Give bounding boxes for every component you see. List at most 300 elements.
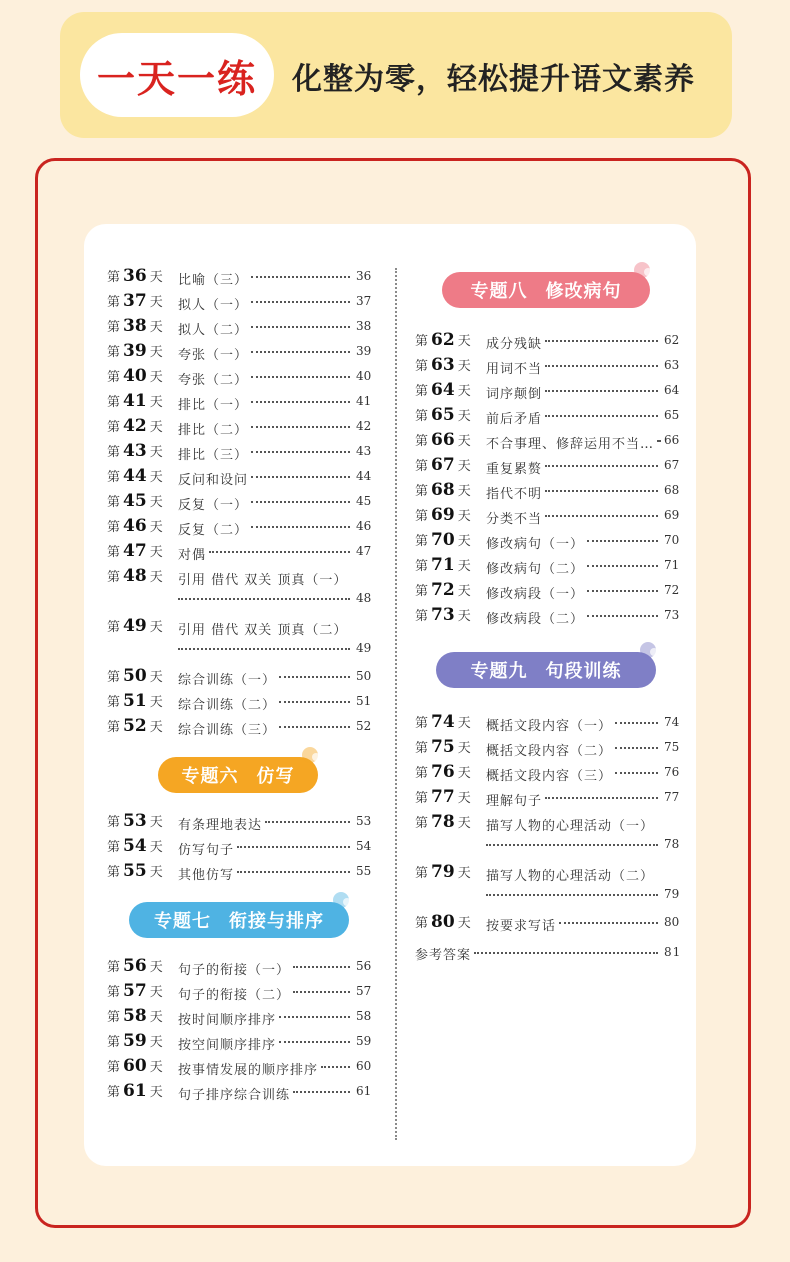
day-label xyxy=(107,1031,163,1051)
day-prefix: 第 xyxy=(415,609,429,624)
leader-dots xyxy=(237,846,350,848)
toc-entry-day-73[interactable] xyxy=(415,605,680,627)
toc-entry-day-67[interactable] xyxy=(415,455,680,477)
day-suffix: 天 xyxy=(149,960,163,975)
day-label xyxy=(107,516,163,536)
page-number: 50 xyxy=(356,669,372,683)
toc-entry-day-45[interactable] xyxy=(107,491,372,513)
day-label xyxy=(415,787,471,807)
toc-entry-day-69[interactable] xyxy=(415,505,680,527)
day-suffix: 天 xyxy=(149,1035,163,1050)
day-label xyxy=(107,366,163,386)
day-prefix: 第 xyxy=(415,866,429,881)
day-label xyxy=(415,912,471,932)
entry-title: 拟人（二） xyxy=(178,323,249,338)
day-number: 47 xyxy=(123,541,147,561)
day-prefix: 第 xyxy=(107,1060,121,1075)
day-prefix: 第 xyxy=(415,716,429,731)
entry-title: 引用 借代 双关 顶真（二） xyxy=(178,623,348,638)
toc-entry-day-55[interactable] xyxy=(107,861,372,883)
day-label xyxy=(415,555,471,575)
day-prefix: 第 xyxy=(107,815,121,830)
day-suffix: 天 xyxy=(149,720,163,735)
entry-title: 概括文段内容（一） xyxy=(486,719,613,734)
toc-entry-day-38[interactable] xyxy=(107,316,372,338)
toc-entry-day-72[interactable] xyxy=(415,580,680,602)
day-number: 48 xyxy=(123,566,147,586)
day-prefix: 第 xyxy=(415,409,429,424)
page-number: 56 xyxy=(356,959,372,973)
topic-header-t6 xyxy=(158,757,318,793)
page-number: 69 xyxy=(664,508,680,522)
leader-dots xyxy=(545,465,658,467)
header-banner xyxy=(60,12,732,138)
day-suffix: 天 xyxy=(149,495,163,510)
toc-entry-day-46[interactable] xyxy=(107,516,372,538)
leader-dots xyxy=(251,526,350,528)
day-label xyxy=(107,666,163,686)
page-number: 37 xyxy=(356,294,372,308)
page-number: 75 xyxy=(664,740,680,754)
day-suffix: 天 xyxy=(149,345,163,360)
day-number: 70 xyxy=(431,530,455,550)
entry-title: 描写人物的心理活动（一） xyxy=(486,819,655,834)
day-label xyxy=(107,861,163,881)
day-suffix: 天 xyxy=(149,865,163,880)
entry-title: 综合训练（二） xyxy=(178,698,277,713)
page-number: 48 xyxy=(356,591,372,605)
day-prefix: 第 xyxy=(415,559,429,574)
page-number: 53 xyxy=(356,814,372,828)
answers-title: 参考答案 xyxy=(415,948,472,963)
day-prefix: 第 xyxy=(107,270,121,285)
entry-title: 其他仿写 xyxy=(178,868,235,883)
leader-dots xyxy=(293,966,350,968)
day-prefix: 第 xyxy=(107,960,121,975)
banner-slogan: 化整为零，轻松提升语文素养 xyxy=(292,62,695,97)
page-number: 66 xyxy=(664,433,680,447)
entry-title: 夸张（二） xyxy=(178,373,249,388)
leader-dots xyxy=(559,922,658,924)
day-suffix: 天 xyxy=(457,716,471,731)
leader-dots xyxy=(279,1041,350,1043)
day-label xyxy=(415,862,471,882)
day-suffix: 天 xyxy=(457,866,471,881)
leader-dots xyxy=(251,476,350,478)
page-number: 63 xyxy=(664,358,680,372)
entry-title: 有条理地表达 xyxy=(178,818,263,833)
day-label xyxy=(107,836,163,856)
day-suffix: 天 xyxy=(149,840,163,855)
day-number: 76 xyxy=(431,762,455,782)
toc-entry-day-37[interactable] xyxy=(107,291,372,313)
day-suffix: 天 xyxy=(149,620,163,635)
day-prefix: 第 xyxy=(107,695,121,710)
day-label xyxy=(107,441,163,461)
toc-entry-day-78[interactable] xyxy=(415,812,680,856)
day-label xyxy=(415,762,471,782)
toc-entry-day-54[interactable] xyxy=(107,836,372,858)
toc-entry-day-59[interactable] xyxy=(107,1031,372,1053)
day-suffix: 天 xyxy=(457,409,471,424)
day-number: 61 xyxy=(123,1081,147,1101)
entry-title: 排比（三） xyxy=(178,448,249,463)
topic-header-t8 xyxy=(442,272,650,308)
page-number: 55 xyxy=(356,864,372,878)
day-label xyxy=(107,466,163,486)
toc-entry-day-61[interactable] xyxy=(107,1081,372,1103)
day-suffix: 天 xyxy=(457,741,471,756)
day-suffix: 天 xyxy=(149,570,163,585)
day-suffix: 天 xyxy=(149,520,163,535)
page-number: 39 xyxy=(356,344,372,358)
day-prefix: 第 xyxy=(107,345,121,360)
entry-title: 前后矛盾 xyxy=(486,412,543,427)
day-prefix: 第 xyxy=(107,1010,121,1025)
day-number: 44 xyxy=(123,466,147,486)
toc-entry-day-50[interactable] xyxy=(107,666,372,688)
day-suffix: 天 xyxy=(457,509,471,524)
day-number: 72 xyxy=(431,580,455,600)
leader-dots xyxy=(545,415,658,417)
day-number: 37 xyxy=(123,291,147,311)
day-label xyxy=(415,812,471,832)
toc-entry-day-56[interactable] xyxy=(107,956,372,978)
day-label xyxy=(107,416,163,436)
entry-title: 理解句子 xyxy=(486,794,543,809)
entry-title: 概括文段内容（二） xyxy=(486,744,613,759)
day-prefix: 第 xyxy=(415,359,429,374)
toc-entry-day-71[interactable] xyxy=(415,555,680,577)
entry-title: 修改病句（一） xyxy=(486,537,585,552)
day-prefix: 第 xyxy=(107,865,121,880)
toc-entry-day-39[interactable] xyxy=(107,341,372,363)
toc-entry-day-80[interactable] xyxy=(415,912,680,934)
page-number: 38 xyxy=(356,319,372,333)
day-number: 52 xyxy=(123,716,147,736)
day-suffix: 天 xyxy=(149,670,163,685)
day-label xyxy=(415,330,471,350)
day-number: 64 xyxy=(431,380,455,400)
day-suffix: 天 xyxy=(149,320,163,335)
toc-entry-day-51[interactable] xyxy=(107,691,372,713)
day-label xyxy=(107,491,163,511)
day-suffix: 天 xyxy=(457,384,471,399)
toc-entry-day-70[interactable] xyxy=(415,530,680,552)
page-number: 77 xyxy=(664,790,680,804)
decor-bubble xyxy=(312,753,320,761)
day-prefix: 第 xyxy=(107,670,121,685)
topic-number: 专题七 xyxy=(154,911,211,932)
answers-entry[interactable] xyxy=(415,944,682,966)
toc-entry-day-49[interactable] xyxy=(107,616,372,660)
day-number: 54 xyxy=(123,836,147,856)
topic-number: 专题六 xyxy=(181,766,239,787)
day-label xyxy=(415,580,471,600)
day-number: 63 xyxy=(431,355,455,375)
leader-dots xyxy=(545,390,658,392)
leader-dots xyxy=(279,676,350,678)
day-label xyxy=(415,380,471,400)
toc-entry-day-44[interactable] xyxy=(107,466,372,488)
day-prefix: 第 xyxy=(415,816,429,831)
page-number: 51 xyxy=(356,694,372,708)
entry-title: 对偶 xyxy=(178,548,207,563)
leader-dots xyxy=(545,515,658,517)
day-suffix: 天 xyxy=(149,1010,163,1025)
leader-dots xyxy=(587,615,658,617)
leader-dots xyxy=(321,1066,350,1068)
entry-title: 词序颠倒 xyxy=(486,387,543,402)
leader-dots xyxy=(209,551,350,553)
page-number: 73 xyxy=(664,608,680,622)
toc-entry-day-65[interactable] xyxy=(415,405,680,427)
day-suffix: 天 xyxy=(149,270,163,285)
toc-entry-day-77[interactable] xyxy=(415,787,680,809)
day-number: 67 xyxy=(431,455,455,475)
day-label xyxy=(107,341,163,361)
decor-bubble xyxy=(343,898,351,906)
day-suffix: 天 xyxy=(457,559,471,574)
page-number: 67 xyxy=(664,458,680,472)
entry-title: 仿写句子 xyxy=(178,843,235,858)
day-label xyxy=(107,1056,163,1076)
page-number: 58 xyxy=(356,1009,372,1023)
page-number: 61 xyxy=(356,1084,372,1098)
day-prefix: 第 xyxy=(415,741,429,756)
leader-dots xyxy=(265,821,350,823)
day-suffix: 天 xyxy=(149,420,163,435)
page-number: 64 xyxy=(664,383,680,397)
day-suffix: 天 xyxy=(457,334,471,349)
toc-entry-day-60[interactable] xyxy=(107,1056,372,1078)
day-prefix: 第 xyxy=(107,545,121,560)
entry-title: 成分残缺 xyxy=(486,337,543,352)
day-number: 60 xyxy=(123,1056,147,1076)
day-number: 65 xyxy=(431,405,455,425)
toc-entry-day-63[interactable] xyxy=(415,355,680,377)
entry-title: 夸张（一） xyxy=(178,348,249,363)
day-prefix: 第 xyxy=(107,420,121,435)
day-number: 53 xyxy=(123,811,147,831)
day-prefix: 第 xyxy=(107,470,121,485)
toc-entry-day-41[interactable] xyxy=(107,391,372,413)
day-suffix: 天 xyxy=(457,459,471,474)
toc-entry-day-43[interactable] xyxy=(107,441,372,463)
topic-number: 专题八 xyxy=(470,281,528,302)
toc-entry-day-66[interactable] xyxy=(415,430,680,452)
day-prefix: 第 xyxy=(107,520,121,535)
day-prefix: 第 xyxy=(107,1085,121,1100)
leader-dots xyxy=(486,844,658,846)
day-number: 51 xyxy=(123,691,147,711)
day-prefix: 第 xyxy=(107,445,121,460)
leader-dots xyxy=(251,276,350,278)
toc-entry-day-47[interactable] xyxy=(107,541,372,563)
leader-dots xyxy=(486,894,658,896)
leader-dots xyxy=(587,565,658,567)
entry-title: 排比（二） xyxy=(178,423,249,438)
toc-entry-day-52[interactable] xyxy=(107,716,372,738)
leader-dots xyxy=(251,426,350,428)
day-number: 80 xyxy=(431,912,455,932)
page-number: 65 xyxy=(664,408,680,422)
entry-title: 不合事理、修辞运用不当… xyxy=(486,437,655,452)
day-prefix: 第 xyxy=(415,334,429,349)
leader-dots xyxy=(251,326,350,328)
entry-title: 综合训练（一） xyxy=(178,673,277,688)
entry-title: 反问和设问 xyxy=(178,473,249,488)
leader-dots xyxy=(545,340,658,342)
topic-name: 句段训练 xyxy=(545,661,622,682)
day-number: 43 xyxy=(123,441,147,461)
leader-dots xyxy=(251,351,350,353)
toc-entry-day-75[interactable] xyxy=(415,737,680,759)
day-suffix: 天 xyxy=(149,695,163,710)
toc-entry-day-58[interactable] xyxy=(107,1006,372,1028)
day-number: 55 xyxy=(123,861,147,881)
page-number: 52 xyxy=(356,719,372,733)
day-label xyxy=(107,1081,163,1101)
day-prefix: 第 xyxy=(415,509,429,524)
entry-title: 引用 借代 双关 顶真（一） xyxy=(178,573,348,588)
toc-entry-day-76[interactable] xyxy=(415,762,680,784)
day-prefix: 第 xyxy=(107,985,121,1000)
leader-dots xyxy=(474,952,658,954)
day-label xyxy=(107,691,163,711)
day-prefix: 第 xyxy=(107,320,121,335)
day-number: 75 xyxy=(431,737,455,757)
day-label xyxy=(415,737,471,757)
toc-entry-day-40[interactable] xyxy=(107,366,372,388)
day-label xyxy=(415,480,471,500)
day-prefix: 第 xyxy=(107,570,121,585)
entry-title: 按时间顺序排序 xyxy=(178,1013,277,1028)
leader-dots xyxy=(251,451,350,453)
toc-entry-day-42[interactable] xyxy=(107,416,372,438)
day-suffix: 天 xyxy=(457,584,471,599)
page-number: 68 xyxy=(664,483,680,497)
leader-dots xyxy=(237,871,350,873)
page-number: 70 xyxy=(664,533,680,547)
page-number: 79 xyxy=(664,887,680,901)
entry-title: 用词不当 xyxy=(486,362,543,377)
day-number: 71 xyxy=(431,555,455,575)
leader-dots xyxy=(545,797,658,799)
day-number: 38 xyxy=(123,316,147,336)
day-prefix: 第 xyxy=(107,720,121,735)
leader-dots xyxy=(279,701,350,703)
day-label xyxy=(107,981,163,1001)
toc-entry-day-64[interactable] xyxy=(415,380,680,402)
day-prefix: 第 xyxy=(415,766,429,781)
leader-dots xyxy=(178,648,350,650)
day-number: 77 xyxy=(431,787,455,807)
entry-title: 重复累赘 xyxy=(486,462,543,477)
page-number: 76 xyxy=(664,765,680,779)
day-prefix: 第 xyxy=(415,534,429,549)
entry-title: 拟人（一） xyxy=(178,298,249,313)
entry-title: 句子排序综合训练 xyxy=(178,1088,291,1103)
page-number: 62 xyxy=(664,333,680,347)
day-suffix: 天 xyxy=(149,295,163,310)
day-prefix: 第 xyxy=(107,840,121,855)
day-prefix: 第 xyxy=(415,434,429,449)
day-prefix: 第 xyxy=(415,791,429,806)
day-label xyxy=(415,605,471,625)
day-prefix: 第 xyxy=(107,295,121,310)
day-suffix: 天 xyxy=(149,470,163,485)
page-number: 44 xyxy=(356,469,372,483)
topic-name: 衔接与排序 xyxy=(229,911,324,932)
toc-entry-day-74[interactable] xyxy=(415,712,680,734)
day-label xyxy=(107,956,163,976)
leader-dots xyxy=(251,301,350,303)
entry-title: 修改病段（一） xyxy=(486,587,585,602)
day-prefix: 第 xyxy=(107,370,121,385)
page-number: 43 xyxy=(356,444,372,458)
banner-tag: 一天一练 xyxy=(80,33,274,117)
day-label xyxy=(107,391,163,411)
entry-title: 句子的衔接（一） xyxy=(178,963,291,978)
toc-entry-day-79[interactable] xyxy=(415,862,680,906)
leader-dots xyxy=(615,772,658,774)
toc-entry-day-36[interactable] xyxy=(107,266,372,288)
entry-title: 排比（一） xyxy=(178,398,249,413)
day-label xyxy=(415,455,471,475)
day-number: 45 xyxy=(123,491,147,511)
day-prefix: 第 xyxy=(415,384,429,399)
day-label xyxy=(107,541,163,561)
toc-entry-day-68[interactable] xyxy=(415,480,680,502)
topic-header-t7 xyxy=(129,902,349,938)
entry-title: 概括文段内容（三） xyxy=(486,769,613,784)
day-label xyxy=(107,716,163,736)
page-number: 36 xyxy=(356,269,372,283)
day-number: 39 xyxy=(123,341,147,361)
day-suffix: 天 xyxy=(149,395,163,410)
day-suffix: 天 xyxy=(457,609,471,624)
leader-dots xyxy=(545,490,658,492)
topic-name: 修改病句 xyxy=(545,281,622,302)
day-number: 56 xyxy=(123,956,147,976)
leader-dots xyxy=(279,1016,350,1018)
toc-entry-day-57[interactable] xyxy=(107,981,372,1003)
day-suffix: 天 xyxy=(457,766,471,781)
decor-bubble xyxy=(644,268,652,276)
day-suffix: 天 xyxy=(457,816,471,831)
day-number: 78 xyxy=(431,812,455,832)
day-label xyxy=(107,566,163,586)
page-number: 78 xyxy=(664,837,680,851)
toc-entry-day-48[interactable] xyxy=(107,566,372,610)
entry-title: 反复（一） xyxy=(178,498,249,513)
toc-entry-day-62[interactable] xyxy=(415,330,680,352)
day-label xyxy=(415,355,471,375)
day-suffix: 天 xyxy=(149,545,163,560)
day-suffix: 天 xyxy=(149,1060,163,1075)
day-number: 74 xyxy=(431,712,455,732)
toc-entry-day-53[interactable] xyxy=(107,811,372,833)
day-prefix: 第 xyxy=(415,459,429,474)
page-number: 60 xyxy=(356,1059,372,1073)
page-number: 54 xyxy=(356,839,372,853)
topic-header-t9 xyxy=(436,652,656,688)
column-divider xyxy=(395,268,397,1140)
day-label xyxy=(107,616,163,636)
day-prefix: 第 xyxy=(107,495,121,510)
day-number: 36 xyxy=(123,266,147,286)
